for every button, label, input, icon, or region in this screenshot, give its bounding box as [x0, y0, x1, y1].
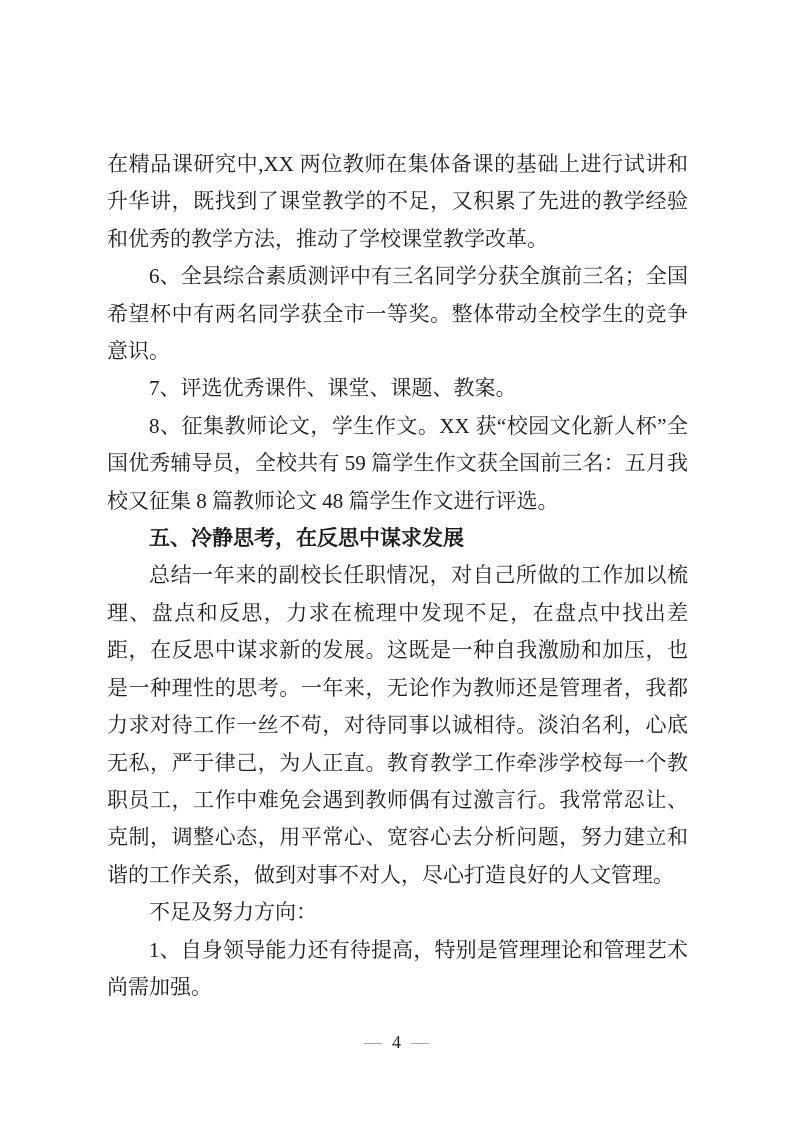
shortcomings-intro: 不足及努力方向：: [149, 900, 317, 925]
list-item-6: 6、全县综合素质测评中有三名同学分获全旗前三名；全国希望杯中有两名同学获全市一等奖。整体带动全校学生的竞争意识。: [107, 264, 688, 364]
list-item-8: 8、征集教师论文，学生作文。XX 获“校园文化新人杯”全国优秀辅导员，全校共有 59 篇学生作文获全国前三名：五月我校又征集 8 篇教师论文 48 篇学生作文进行评选。: [107, 413, 688, 513]
footer-dash-right: —: [411, 1032, 429, 1052]
list-item-7: 7、评选优秀课件、课堂、课题、教案。: [149, 376, 517, 401]
page-number: 4: [392, 1032, 401, 1052]
footer-dash-left: —: [364, 1032, 382, 1052]
section-heading-five: 五、冷静思考，在反思中谋求发展: [149, 526, 464, 551]
page-footer: [0, 1030, 793, 1054]
reflection-paragraph: 总结一年来的副校长任职情况，对自己所做的工作加以梳理、盘点和反思，力求在梳理中发现不足，在盘点中找出差距，在反思中谋求新的发展。这既是一种自我激励和加压，也是一种理性的思考。一年来，无论作为教师还是管理者，我都力求对待工作一丝不苟，对待同事以诚相待。淡泊名利，心底无私，严于律己，为人正直。教育教学工作牵涉学校每一个教职员工，工作中难免会遇到教师偶有过激言行。我常常忍让、克制，调整心态，用平常心、宽容心去分析问题，努力建立和谐的工作关系，做到对事不对人，尽心打造良好的人文管理。: [107, 563, 688, 887]
continued-paragraph: 在精品课研究中,XX 两位教师在集体备课的基础上进行试讲和升华讲，既找到了课堂教学的不足，又积累了先进的教学经验和优秀的教学方法，推动了学校课堂教学改革。: [107, 152, 688, 251]
shortcoming-item-1: 1、自身领导能力还有待提高，特别是管理理论和管理艺术尚需加强。: [107, 937, 688, 999]
document-body: [107, 146, 688, 1006]
